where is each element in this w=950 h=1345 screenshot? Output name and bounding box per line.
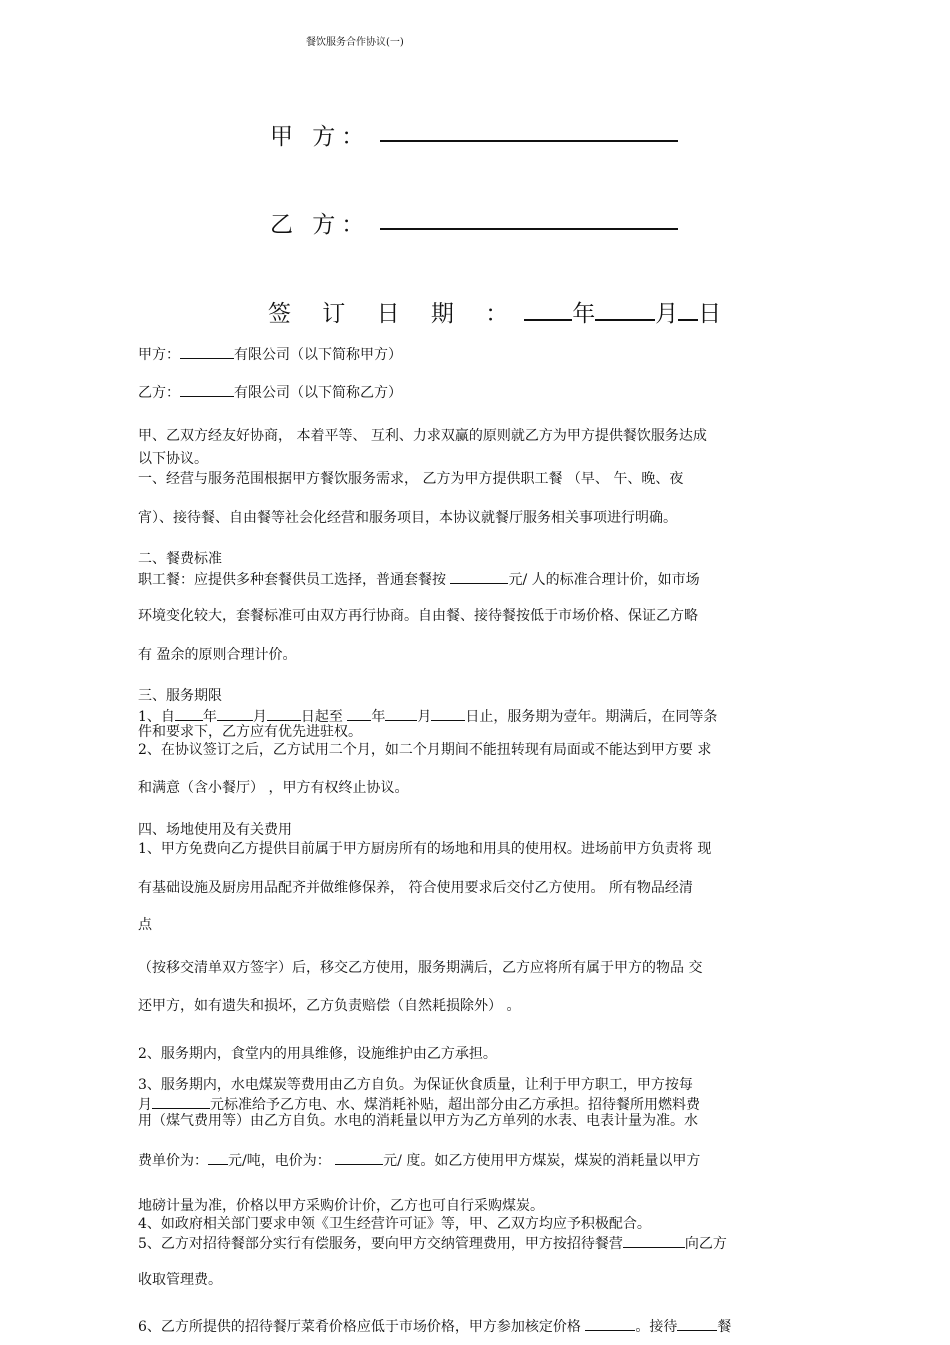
section-4-line-15: 6、乙方所提供的招待餐厅菜肴价格应低于市场价格，甲方参加核定价格 。接待 餐 xyxy=(138,1319,732,1335)
section-2-line-3: 有 盈余的原则合理计价。 xyxy=(138,647,297,663)
section-4-line-10: 费单价为： 元/吨，电价为： 元/ 度。如乙方使用甲方煤炭，煤炭的消耗量以甲方 xyxy=(138,1153,701,1169)
year-blank xyxy=(524,299,572,321)
signing-date-label: 签 订 日 期 ： xyxy=(268,301,521,327)
party-a-field xyxy=(270,118,370,151)
party-b-field xyxy=(270,206,370,239)
party-a-blank xyxy=(380,140,678,142)
section-2-heading: 二、餐费标准 xyxy=(138,551,222,567)
year-label: 年 xyxy=(572,301,596,327)
month-blank xyxy=(595,299,655,321)
section-4-line-5: 还甲方，如有遗失和损坏，乙方负责赔偿（自然耗损除外） 。 xyxy=(138,998,521,1014)
day-label: 日 xyxy=(698,301,722,327)
party-b-line: 乙方： 有限公司（以下简称乙方） xyxy=(138,385,402,401)
section-4-line-4: （按移交清单双方签字）后，移交乙方使用，服务期满后，乙方应将所有属于甲方的物品 交 xyxy=(138,960,703,976)
section-1-line-2: 宵）、接待餐、自由餐等社会化经营和服务项目，本协议就餐厅服务相关事项进行明确。 xyxy=(138,510,677,526)
signing-date xyxy=(268,295,721,328)
section-4-line-2: 有基础设施及厨房用品配齐并做维修保养， 符合使用要求后交付乙方使用。 所有物品经清 xyxy=(138,880,693,896)
section-4-line-11: 地磅计量为准，价格以甲方采购价计价，乙方也可自行采购煤炭。 xyxy=(138,1198,544,1214)
section-3-heading: 三、服务期限 xyxy=(138,688,222,704)
section-1-line-1: 一、经营与服务范围根据甲方餐饮服务需求， 乙方为甲方提供职工餐 （早、 午、晚、夜 xyxy=(138,471,684,487)
section-2-line-1: 职工餐：应提供多种套餐供员工选择，普通套餐按 元/ 人的标准合理计价，如市场 xyxy=(138,572,700,588)
party-b-blank xyxy=(380,228,678,230)
section-2-line-2: 环境变化较大，套餐标准可由双方再行协商。自由餐、接待餐按低于市场价格、保证乙方略 xyxy=(138,608,698,624)
section-4-line-8: 月 元标准给予乙方电、水、煤消耗补贴，超出部分由乙方承担。招待餐所用燃料费 xyxy=(138,1097,700,1113)
page-header: 餐饮服务合作协议(一) xyxy=(306,37,404,48)
section-4-line-1: 1、甲方免费向乙方提供目前属于甲方厨房所有的场地和用具的使用权。进场前甲方负责将 现 xyxy=(138,841,712,857)
day-blank xyxy=(678,299,698,321)
section-4-line-9: 用（煤气费用等）由乙方自负。水电的消耗量以甲方为乙方单列的水表、电表计量为准。水 xyxy=(138,1113,698,1129)
section-4-line-14: 收取管理费。 xyxy=(138,1272,222,1288)
section-4-heading: 四、场地使用及有关费用 xyxy=(138,822,292,838)
preamble-line-1: 甲、乙双方经友好协商， 本着平等、 互利、力求双赢的原则就乙方为甲方提供餐饮服务达成 xyxy=(138,428,707,444)
month-label: 月 xyxy=(655,301,679,327)
section-4-line-3: 点 xyxy=(138,917,152,933)
section-4-line-6: 2、服务期内，食堂内的用具维修，设施维护由乙方承担。 xyxy=(138,1046,497,1062)
section-3-line-2: 件和要求下，乙方应有优先进驻权。 xyxy=(138,724,362,740)
section-3-line-3: 2、在协议签订之后，乙方试用二个月，如二个月期间不能扭转现有局面或不能达到甲方要 求 xyxy=(138,742,712,758)
section-3-line-4: 和满意（含小餐厅） ，甲方有权终止协议。 xyxy=(138,780,409,796)
section-4-line-13: 5、乙方对招待餐部分实行有偿服务，要向甲方交纳管理费用，甲方按招待餐营 向乙方 xyxy=(138,1236,727,1252)
party-a-line: 甲方： 有限公司（以下简称甲方） xyxy=(138,347,402,363)
section-4-line-7: 3、服务期内，水电煤炭等费用由乙方自负。为保证伙食质量，让利于甲方职工，甲方按每 xyxy=(138,1077,693,1093)
preamble-line-2: 以下协议。 xyxy=(138,451,208,467)
party-a-label: 甲 方： xyxy=(270,124,371,150)
section-4-line-12: 4、如政府相关部门要求申领《卫生经营许可证》等，甲、乙双方均应予积极配合。 xyxy=(138,1216,651,1232)
section-3-line-1: 1、自 年 月 日起至 年 月 日止，服务期为壹年。期满后，在同等条 xyxy=(138,709,718,725)
party-b-label: 乙 方： xyxy=(270,212,371,238)
